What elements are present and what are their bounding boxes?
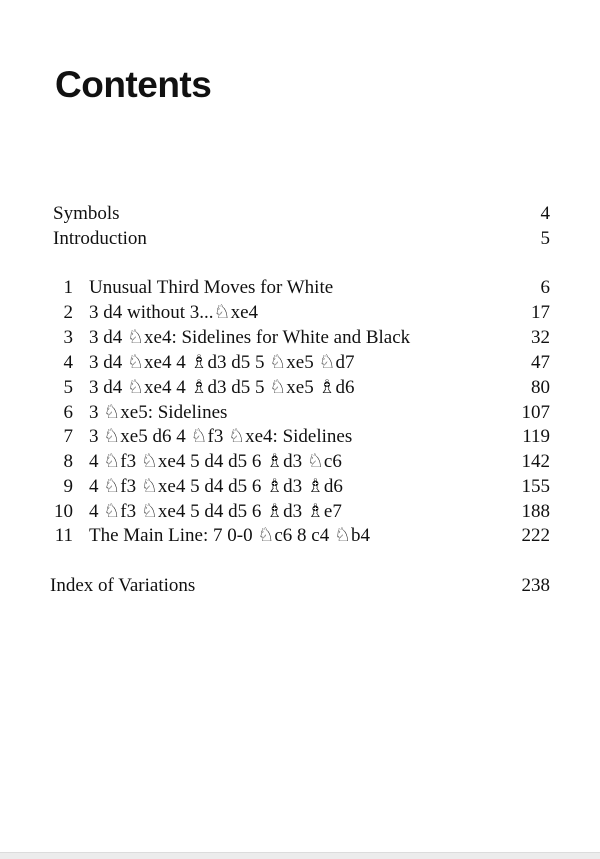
toc-entry-symbols[interactable] [0, 202, 600, 226]
chapter-page: 80 [531, 377, 550, 398]
chapter-title: 3 d4 ♘xe4 4 ♗d3 d5 5 ♘xe5 ♘d7 [89, 352, 355, 373]
toc-chapter-9[interactable] [0, 475, 600, 499]
toc-entry-title: Index of Variations [50, 575, 196, 596]
chapter-page: 32 [531, 327, 550, 348]
toc-entry-page: 4 [540, 203, 550, 224]
chapter-title: 4 ♘f3 ♘xe4 5 d4 d5 6 ♗d3 ♗e7 [89, 501, 342, 522]
toc-chapter-4[interactable] [0, 351, 600, 375]
chapter-title: Unusual Third Moves for White [89, 277, 334, 298]
chapter-page: 107 [521, 402, 550, 423]
toc-entry-page: 238 [521, 575, 550, 596]
chapter-number: 9 [63, 476, 73, 497]
toc-entry-index[interactable] [0, 574, 600, 598]
toc-chapter-2[interactable] [0, 301, 600, 325]
chapter-title: 3 d4 ♘xe4 4 ♗d3 d5 5 ♘xe5 ♗d6 [89, 377, 355, 398]
chapter-number: 11 [54, 525, 73, 546]
page-title: Contents [55, 64, 212, 105]
toc-chapter-6[interactable] [0, 401, 600, 425]
chapter-page: 222 [521, 525, 550, 546]
toc-chapter-1[interactable] [0, 276, 600, 300]
toc-chapter-7[interactable] [0, 425, 600, 449]
chapter-page: 47 [531, 352, 550, 373]
chapter-title: 3 d4 without 3...♘xe4 [89, 302, 259, 323]
chapter-page: 142 [521, 451, 550, 472]
chapter-page: 119 [522, 426, 550, 447]
toc-entry-title: Symbols [53, 203, 120, 224]
chapter-number: 2 [63, 302, 73, 323]
chapter-title: 3 ♘xe5: Sidelines [89, 402, 228, 423]
chapter-number: 3 [63, 327, 73, 348]
chapter-number: 8 [63, 451, 73, 472]
toc-chapter-5[interactable] [0, 376, 600, 400]
toc-entry-title: Introduction [53, 228, 147, 249]
chapter-title: 3 d4 ♘xe4: Sidelines for White and Black [89, 327, 411, 348]
chapter-number: 10 [54, 501, 73, 522]
chapter-number: 6 [63, 402, 73, 423]
chapter-title: 3 ♘xe5 d6 4 ♘f3 ♘xe4: Sidelines [89, 426, 353, 447]
chapter-page: 155 [521, 476, 550, 497]
toc-chapter-8[interactable] [0, 450, 600, 474]
chapter-title: The Main Line: 7 0-0 ♘c6 8 c4 ♘b4 [89, 525, 371, 546]
toc-chapter-3[interactable] [0, 326, 600, 350]
chapter-number: 5 [63, 377, 73, 398]
toc-entry-introduction[interactable] [0, 227, 600, 251]
toc-chapter-10[interactable] [0, 500, 600, 524]
chapter-title: 4 ♘f3 ♘xe4 5 d4 d5 6 ♗d3 ♘c6 [89, 451, 342, 472]
chapter-number: 7 [63, 426, 73, 447]
chapter-title: 4 ♘f3 ♘xe4 5 d4 d5 6 ♗d3 ♗d6 [89, 476, 343, 497]
toc-chapter-11[interactable] [0, 524, 600, 548]
chapter-number: 1 [63, 277, 73, 298]
toc-entry-page: 5 [540, 228, 550, 249]
chapter-page: 17 [531, 302, 550, 323]
chapter-number: 4 [63, 352, 73, 373]
chapter-page: 6 [540, 277, 550, 298]
chapter-page: 188 [521, 501, 550, 522]
